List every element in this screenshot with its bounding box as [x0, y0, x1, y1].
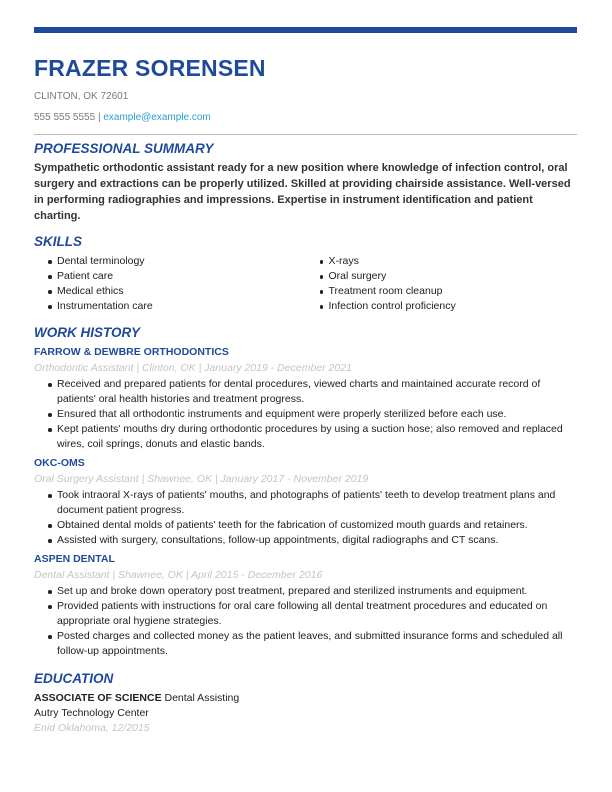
- summary-text: Sympathetic orthodontic assistant ready for a new position where knowledge of infection control, oral surgery and extractions can be properly utilized. Skilled at providing chairside assistance. Well-versed in performing radiographies and impressions. Expertise in instrument identification and patient charting.: [34, 162, 571, 222]
- job-bullet: Received and prepared patients for dental procedures, viewed charts and maintained accurate record of patients' oral health histories and treatment progress.: [34, 377, 577, 407]
- job-bullet: Posted charges and collected money as the patient leaves, and submitted insurance forms and scheduled all follow-up appointments.: [34, 629, 577, 659]
- field-of-study: Dental Assisting: [161, 692, 240, 704]
- job-bullets: [34, 584, 577, 659]
- summary-heading: PROFESSIONAL SUMMARY: [34, 141, 214, 156]
- job-entry: [34, 552, 577, 659]
- contact-line: [34, 112, 577, 124]
- address: CLINTON, OK 72601: [34, 91, 129, 102]
- job-meta: Oral Surgery Assistant | Shawnee, OK | January 2017 - November 2019: [34, 473, 369, 485]
- job-bullet: Ensured that all orthodontic instruments and equipment were properly sterilized before each use.: [34, 407, 577, 422]
- school: Autry Technology Center: [34, 707, 149, 719]
- job-bullet: Set up and broke down operatory post treatment, prepared and sterilized instruments and equipment.: [34, 584, 577, 599]
- contact-separator: |: [95, 112, 104, 123]
- work-history-heading: WORK HISTORY: [34, 325, 141, 340]
- resume-page: [34, 27, 577, 736]
- skill-item: X-rays: [306, 254, 578, 269]
- skills-column-left: [34, 254, 306, 314]
- job-company: FARROW & DEWBRE ORTHODONTICS: [34, 346, 229, 358]
- skills-heading: SKILLS: [34, 234, 83, 249]
- job-bullet: Assisted with surgery, consultations, follow-up appointments, digital radiographs and CT scans.: [34, 533, 577, 548]
- skill-item: Medical ethics: [34, 284, 306, 299]
- job-bullet: Took intraoral X-rays of patients' mouths, and photographs of patients' teeth to develop treatment plans and document patient progress.: [34, 488, 577, 518]
- job-entry: [34, 456, 577, 548]
- degree-line: [34, 691, 577, 706]
- education-entry: [34, 691, 577, 736]
- header-accent-bar: [34, 27, 577, 33]
- education-meta: Enid Oklahoma, 12/2015: [34, 722, 150, 734]
- job-bullet: Kept patients' mouths dry during orthodontic procedures by using a suction hose; also removed and replaced wires, coil springs, donuts and elastic bands.: [34, 422, 577, 452]
- job-company: OKC-OMS: [34, 457, 85, 469]
- skill-item: Oral surgery: [306, 269, 578, 284]
- job-bullets: [34, 488, 577, 548]
- header-divider: [34, 134, 577, 135]
- degree: ASSOCIATE OF SCIENCE: [34, 692, 162, 704]
- job-meta: Dental Assistant | Shawnee, OK | April 2015 - December 2016: [34, 569, 323, 581]
- job-bullet: Obtained dental molds of patients' teeth for the fabrication of customized mouth guards and retainers.: [34, 518, 577, 533]
- skill-item: Treatment room cleanup: [306, 284, 578, 299]
- email-link[interactable]: example@example.com: [103, 112, 211, 123]
- skill-item: Infection control proficiency: [306, 299, 578, 314]
- skills-column-right: [306, 254, 578, 314]
- job-bullet: Provided patients with instructions for oral care following all dental treatment procedures and educated on appropriate oral hygiene strategies.: [34, 599, 577, 629]
- job-bullets: [34, 377, 577, 452]
- job-entry: [34, 345, 577, 452]
- phone: 555 555 5555: [34, 112, 96, 123]
- job-meta: Orthodontic Assistant | Clinton, OK | January 2019 - December 2021: [34, 362, 352, 374]
- skill-item: Dental terminology: [34, 254, 306, 269]
- job-company: ASPEN DENTAL: [34, 553, 115, 565]
- candidate-name: FRAZER SORENSEN: [34, 55, 266, 81]
- skill-item: Instrumentation care: [34, 299, 306, 314]
- skills-list: [34, 254, 577, 314]
- education-heading: EDUCATION: [34, 671, 114, 686]
- skill-item: Patient care: [34, 269, 306, 284]
